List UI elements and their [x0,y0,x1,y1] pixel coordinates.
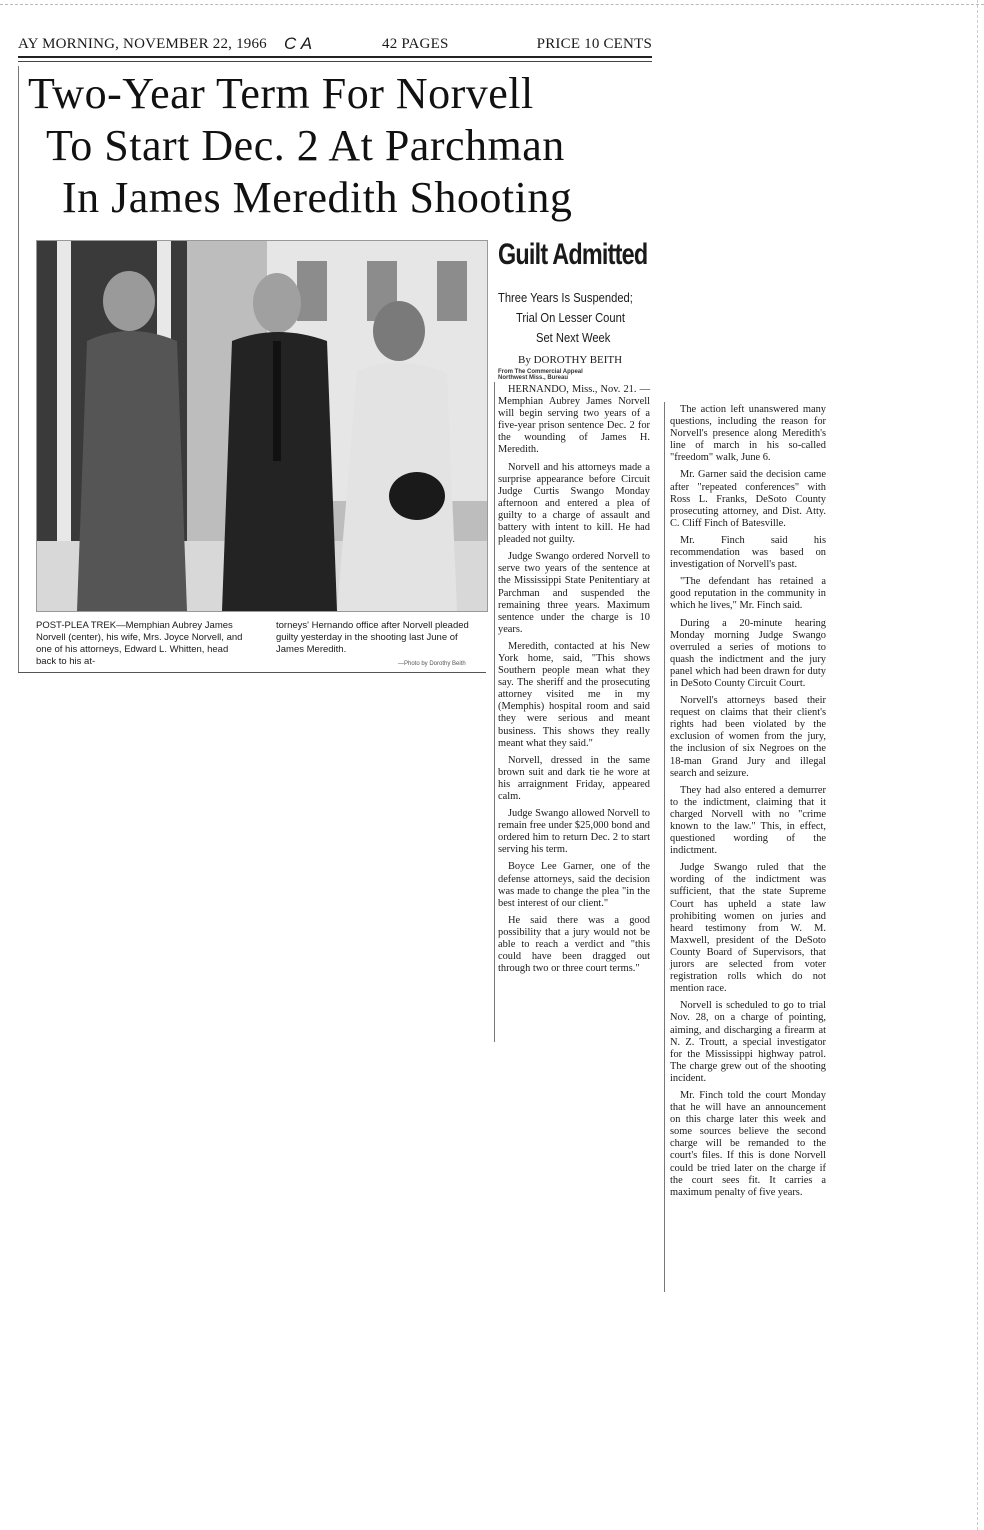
story-paragraph: They had also entered a demurrer to the indictment, claiming that it charged Norvell with no "crime known to the law." This, in effect, questioned wording of the indictment. [670,784,826,857]
story-paragraph: Norvell and his attorneys made a surprise appearance before Circuit Judge Curtis Swango Monday afternoon and entered a plea of guilty to a charge of assault and battery with intent to kill. He had pleaded not guilty. [498,461,650,546]
left-column-rule [18,66,19,672]
page-count: 42 PAGES [382,36,449,52]
headline-line-1: Two-Year Term For Norvell [28,69,534,118]
story-paragraph: Norvell is scheduled to go to trial Nov. 28, on a charge of pointing, aiming, and discharging a firearm at N. Z. Troutt, a special investigator for the Mississippi highway patrol. The charge grew out of the shooting incident. [670,1000,826,1084]
story-paragraph: Judge Swango allowed Norvell to remain free under $25,000 bond and ordered him to return Dec. 2 to start serving his term. [498,808,650,856]
column-rule-1 [494,382,495,1042]
story-column-1 [498,384,650,980]
masthead-rule-thin [18,61,652,62]
masthead-rule [18,56,652,58]
byline: By DOROTHY BEITH [518,354,623,366]
story-paragraph: Boyce Lee Garner, one of the defense attorneys, said the decision was made to change the plea "in the best interest of our client." [498,861,650,909]
photo-credit: —Photo by Dorothy Beith [398,661,466,667]
story-paragraph: Norvell, dressed in the same brown suit and dark tie he wore at his arraignment Friday, appeared calm. [498,754,650,802]
story-paragraph: Mr. Finch told the court Monday that he will have an announcement on this charge later this week and some sources believe the second charge will be remanded to the court's files. If this is done Norvell could be tried later on the charge if the court sees fit. It carries a maximum penalty of five years. [670,1089,826,1198]
story-paragraph: During a 20-minute hearing Monday morning Judge Swango overruled a series of motions to quash the indictment and the jury panel which had been drawn for duty in DeSoto County Circuit Court. [670,617,826,689]
headline-line-3: In James Meredith Shooting [62,173,573,222]
column-rule-2 [664,402,665,1292]
photo-rule [18,672,486,673]
masthead-date: AY MORNING, NOVEMBER 22, 1966 [18,36,267,52]
handwritten-mark: C A [284,34,313,53]
story-paragraph: Norvell's attorneys based their request on claims that their client's rights had been violated by the exclusion of women from the jury, the inclusion of six Negroes on the 18-man Grand Jury and illegal search and seizure. [670,695,826,779]
byline-source [498,369,583,381]
story-paragraph: The action left unanswered many questions, including the reason for Norvell's presence along Meredith's line of march in his so-called "freedom" walk, June 6. [670,404,826,464]
story-paragraph: Mr. Garner said the decision came after "repeated conferences" with Ross L. Franks, DeSoto County prosecuting attorney, and Dist. Atty. C. Cliff Finch of Batesville. [670,469,826,529]
price: PRICE 10 CENTS [536,36,652,52]
deck-line-2: Trial On Lesser Count [516,310,625,325]
headline-line-2: To Start Dec. 2 At Parchman [46,121,565,170]
story-paragraph: Meredith, contacted at his New York home, said, "This shows Southern people mean what they say. The sheriff and the prosecuting attorney visited me in my (Memphis) hospital room and said they were serious and meant business. This shows they really meant what they said." [498,640,650,749]
deck-line-1: Three Years Is Suspended; [498,290,633,305]
story-paragraph: He said there was a good possibility that a jury would not be able to reach a verdict and "this could have been dragged out through two or three court terms." [498,914,650,975]
photo-caption-left: POST-PLEA TREK—Memphian Aubrey James Norvell (center), his wife, Mrs. Joyce Norvell, and one of his attorneys, Edward L. Whitten, head back to his at- [36,620,243,667]
page-edge-right [977,0,978,1530]
story-paragraph: "The defendant has retained a good reputation in the community in which he lives," Mr. Finch said. [670,576,826,612]
story-paragraph: HERNANDO, Miss., Nov. 21. — Memphian Aubrey James Norvell will begin serving two years of a five-year prison sentence Dec. 2 for the wounding of James H. Meredith. [498,384,650,456]
photo-caption-right: torneys' Hernando office after Norvell pleaded guilty yesterday in the shooting last June of James Meredith. [276,620,469,655]
story-paragraph: Judge Swango ruled that the wording of the indictment was sufficient, that the state Supreme Court has upheld a state law prohibiting women on juries and heard testimony from W. M. Maxwell, president of the DeSoto County Board of Supervisors, that jurors are selected from voter registration rolls which do not mention race. [670,862,826,995]
story-paragraph: Judge Swango ordered Norvell to serve two years of the sentence at the Mississippi State Penitentiary at Parchman and suspended the remaining three years. Maximum sentence under the charge is 10 years. [498,551,650,635]
source-line-1: From The Commercial Appeal [498,369,583,375]
deck-line-3: Set Next Week [536,330,611,345]
story-paragraph: Mr. Finch said his recommendation was based on investigation of Norvell's past. [670,534,826,571]
news-photo [36,240,488,612]
page-edge-dashes [0,4,984,5]
story-column-2 [670,404,826,1204]
photo-illustration [37,241,487,611]
kicker-headline: Guilt Admitted [498,238,648,271]
source-line-2: Northwest Miss., Bureau [498,375,569,381]
